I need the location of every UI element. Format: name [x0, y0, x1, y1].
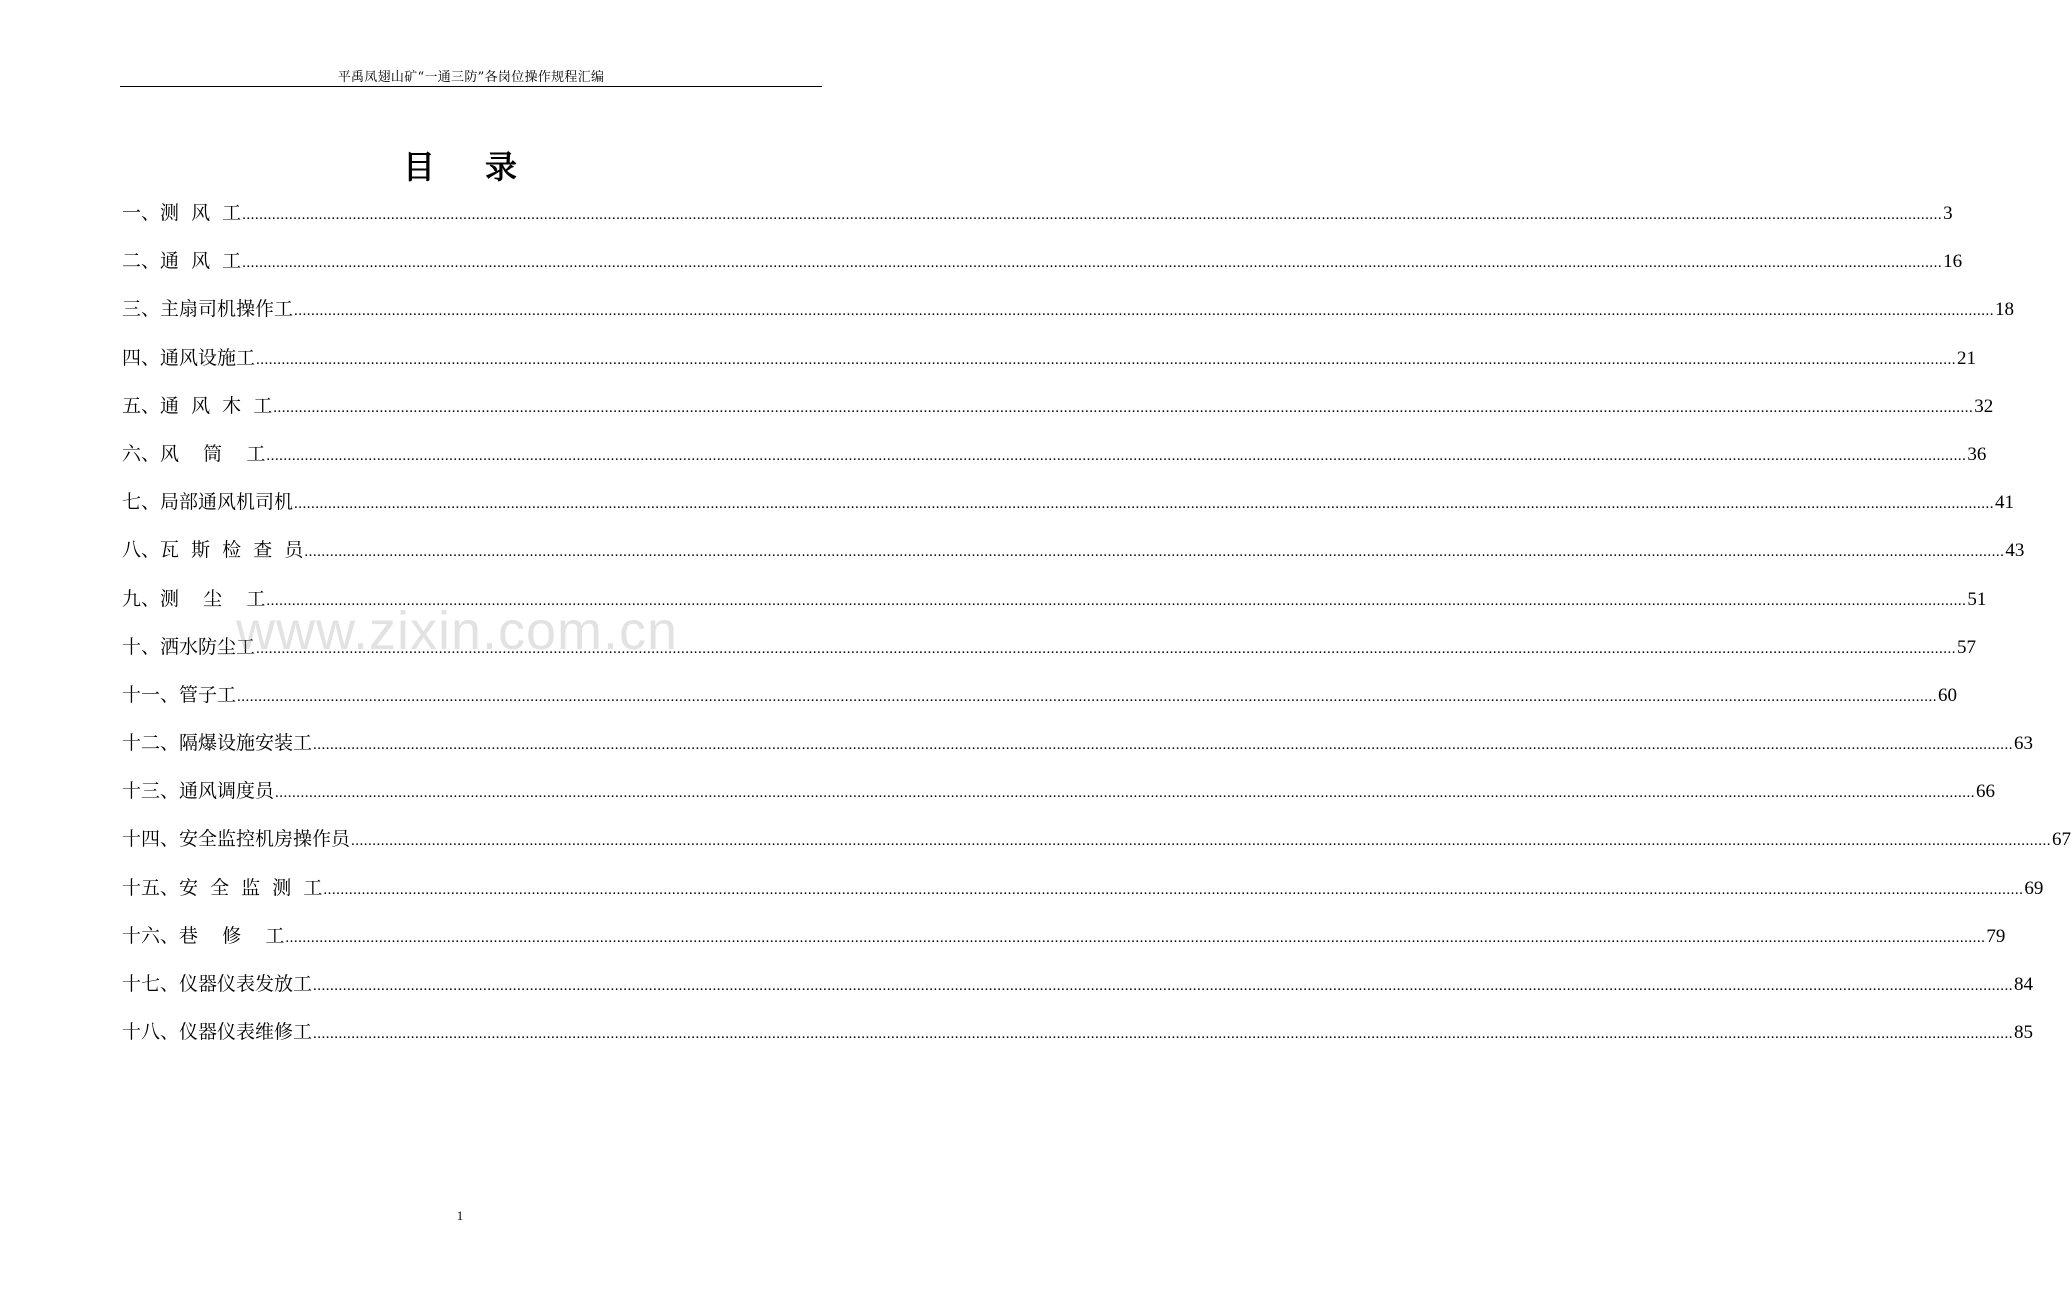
toc-entry-label: 十五、安 全 监 测 工 — [122, 876, 323, 899]
toc-entry-label: 十四、安全监控机房操作员 — [122, 828, 351, 851]
toc-dot-leader: ................................................................................................................................................................................................................................................................................................................................................................................................................ — [275, 785, 1976, 802]
toc-dot-leader: ................................................................................................................................................................................................................................................................................................................................................................................................................ — [256, 351, 1957, 368]
toc-entry[interactable] — [122, 726, 2034, 774]
toc-entry-label: 十八、仪器仪表维修工 — [122, 1021, 313, 1044]
page-header: 平禹凤翅山矿“一通三防”各岗位操作规程汇编 — [337, 70, 605, 85]
toc-entry-label: 九、测 尘 工 — [122, 587, 266, 610]
toc-entry[interactable] — [122, 582, 1987, 630]
header-rule — [120, 86, 822, 87]
toc-entry-page: 41 — [1995, 492, 2015, 514]
toc-entry[interactable] — [122, 871, 2044, 919]
toc-entry[interactable] — [122, 244, 1963, 292]
toc-dot-leader: ................................................................................................................................................................................................................................................................................................................................................................................................................ — [266, 592, 1967, 609]
toc-entry-label: 八、瓦 斯 检 查 员 — [122, 539, 304, 562]
toc-entry-label: 一、测 风 工 — [122, 202, 242, 224]
toc-dot-leader: ................................................................................................................................................................................................................................................................................................................................................................................................................ — [237, 688, 1938, 705]
toc-entry-label: 六、风 筒 工 — [122, 442, 266, 465]
toc-entry[interactable] — [122, 196, 1953, 244]
document-title: 目录 — [402, 148, 567, 186]
toc-entry-label: 五、通 风 木 工 — [122, 394, 273, 417]
toc-entry-label: 二、通 风 工 — [122, 250, 242, 273]
toc-entry-label: 七、局部通风机司机 — [122, 491, 294, 514]
toc-entry-page: 66 — [1976, 781, 1996, 803]
toc-dot-leader: ................................................................................................................................................................................................................................................................................................................................................................................................................ — [273, 399, 1974, 416]
toc-dot-leader: ................................................................................................................................................................................................................................................................................................................................................................................................................ — [323, 881, 2024, 898]
table-of-contents — [122, 196, 2071, 1063]
toc-entry-page: 60 — [1938, 684, 1958, 706]
toc-dot-leader: ................................................................................................................................................................................................................................................................................................................................................................................................................ — [266, 447, 1967, 464]
toc-entry-label: 十三、通风调度员 — [122, 780, 275, 803]
watermark: www.zixin.com.cn — [235, 601, 679, 661]
toc-entry[interactable] — [122, 292, 2015, 340]
toc-dot-leader: ................................................................................................................................................................................................................................................................................................................................................................................................................ — [294, 496, 1995, 513]
toc-entry[interactable] — [122, 967, 2034, 1015]
toc-entry-label: 十二、隔爆设施安装工 — [122, 732, 313, 755]
toc-entry[interactable] — [122, 437, 1987, 485]
toc-entry-page: 63 — [2014, 733, 2034, 755]
toc-entry-label: 四、通风设施工 — [122, 346, 256, 369]
toc-entry-page: 51 — [1967, 588, 1987, 610]
toc-dot-leader: ................................................................................................................................................................................................................................................................................................................................................................................................................ — [313, 1026, 2014, 1043]
toc-entry[interactable] — [122, 533, 2025, 581]
toc-entry[interactable] — [122, 678, 1958, 726]
page-number: 1 — [456, 1208, 464, 1223]
toc-entry-page: 84 — [2014, 974, 2034, 995]
toc-dot-leader: ................................................................................................................................................................................................................................................................................................................................................................................................................ — [242, 207, 1943, 223]
toc-dot-leader: ................................................................................................................................................................................................................................................................................................................................................................................................................ — [285, 929, 1986, 946]
toc-entry-page: 67 — [2052, 829, 2071, 851]
toc-entry-page: 36 — [1967, 443, 1987, 465]
toc-entry-label: 三、主扇司机操作工 — [122, 298, 294, 321]
toc-entry[interactable] — [122, 822, 2071, 870]
toc-entry-page: 57 — [1957, 636, 1977, 658]
toc-entry-page: 21 — [1957, 347, 1977, 369]
toc-entry-label: 十六、巷 修 工 — [122, 924, 285, 947]
toc-entry-label: 十、洒水防尘工 — [122, 635, 256, 658]
toc-entry[interactable] — [122, 341, 1977, 389]
toc-entry-label: 十一、管子工 — [122, 683, 237, 706]
toc-dot-leader: ................................................................................................................................................................................................................................................................................................................................................................................................................ — [304, 544, 2005, 561]
toc-entry-page: 32 — [1974, 395, 1994, 417]
toc-dot-leader: ................................................................................................................................................................................................................................................................................................................................................................................................................ — [256, 640, 1957, 657]
toc-entry-page: 3 — [1943, 203, 1953, 224]
toc-entry[interactable] — [122, 630, 1977, 678]
toc-entry-page: 79 — [1986, 925, 2006, 947]
toc-entry-page: 43 — [2005, 540, 2025, 562]
toc-entry[interactable] — [122, 485, 2015, 533]
toc-entry-page: 85 — [2014, 1022, 2034, 1044]
toc-entry-page: 69 — [2024, 877, 2044, 899]
toc-entry-page: 18 — [1995, 299, 2015, 321]
toc-entry[interactable] — [122, 919, 2006, 967]
toc-entry[interactable] — [122, 389, 1994, 437]
toc-entry[interactable] — [122, 774, 1996, 822]
toc-dot-leader: ................................................................................................................................................................................................................................................................................................................................................................................................................ — [242, 255, 1943, 272]
toc-dot-leader: ................................................................................................................................................................................................................................................................................................................................................................................................................ — [313, 737, 2014, 754]
toc-entry[interactable] — [122, 1015, 2034, 1063]
toc-entry-label: 十七、仪器仪表发放工 — [122, 973, 313, 995]
toc-dot-leader: ................................................................................................................................................................................................................................................................................................................................................................................................................ — [313, 978, 2014, 994]
toc-dot-leader: ................................................................................................................................................................................................................................................................................................................................................................................................................ — [351, 833, 2052, 850]
toc-dot-leader: ................................................................................................................................................................................................................................................................................................................................................................................................................ — [294, 303, 1995, 320]
toc-entry-page: 16 — [1943, 251, 1963, 273]
